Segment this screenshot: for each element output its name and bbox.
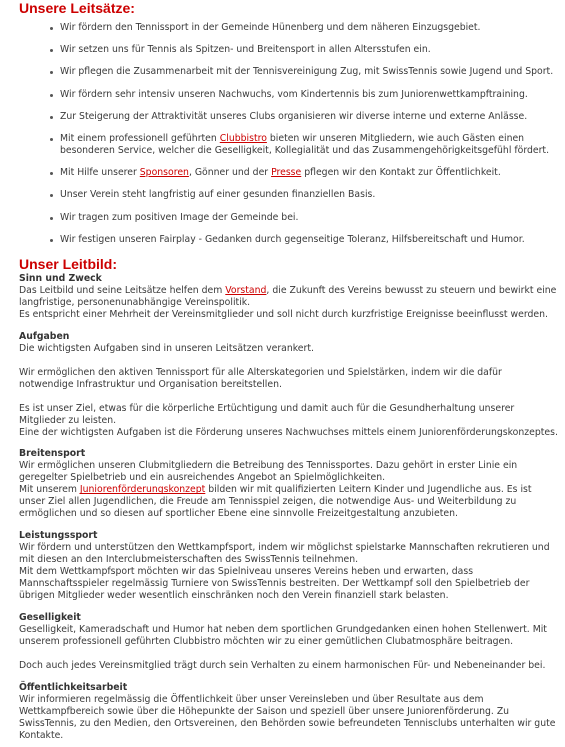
section-oeffentlichkeitsarbeit — [19, 682, 559, 742]
paragraph: Wir fördern und unterstützen den Wettkampfsport, indem wir möglichst spielstarke Mannschaften rekrutieren und mit diesen an den Interclubmeisterschaften des SwissTennis teilnehmen. — [19, 542, 550, 566]
leitbild-heading: Unser Leitbild: — [19, 255, 118, 272]
paragraph — [19, 285, 559, 309]
leitsaetze-list — [19, 22, 559, 246]
section-title: Aufgaben — [19, 330, 70, 342]
section-title: Leistungssport — [19, 530, 98, 542]
paragraph: Wir ermöglichen unseren Clubmitgliedern die Betreibung des Tennissportes. Dazu gehört in erster Linie ein geregelter Spielbetrieb und ein ausreichendes Angebot an Spielmöglichkeiten. — [19, 460, 518, 484]
vorstand-link[interactable]: Vorstand — [225, 284, 267, 296]
text-segment: Das Leitbild und seine Leitsätze helfen dem — [19, 284, 226, 296]
list-item: Wir tragen zum positiven Image der Gemeinde bei. — [60, 212, 559, 224]
paragraph: Die wichtigsten Aufgaben sind in unseren Leitsätzen verankert. — [19, 342, 314, 354]
section-sinn-und-zweck — [19, 273, 559, 321]
list-item-clubbistro — [60, 133, 559, 157]
paragraph: Geselligkeit, Kameradschaft und Humor hat neben dem sportlichen Grundgedanken einen hohen Stellenwert. Mit unserem professionell geführten Clubbistro möchten wir zu einer gemütlichen Clubatmosphäre beitragen. — [19, 624, 547, 648]
text-segment: Mit unserem — [19, 484, 80, 496]
juniorenfoerderungskonzept-link[interactable]: Juniorenförderungskonzept — [79, 484, 206, 496]
section-geselligkeit — [19, 612, 559, 672]
text-segment: bilden wir mit qualifizierten Leitern Kinder und Jugendliche aus. Es ist unser Ziel allen Jugendlichen, die Freude am Tennisspiel zeigen, die notwendige Aus- und Weiterbildung zu ermöglichen und so diesen auf sportlicher Ebene eine sinnvolle Freizeitgestaltung anzubieten. — [19, 484, 532, 520]
paragraph: Wir ermöglichen den aktiven Tennissport für alle Alterskategorien und Spielstärken, indem wir die dafür notwendige Infrastruktur und Organisation bereitstellen. — [19, 366, 502, 390]
spacer — [19, 648, 559, 660]
list-item: Unser Verein steht langfristig auf einer gesunden finanziellen Basis. — [60, 189, 559, 201]
text-segment: pflegen wir den Kontakt zur Öffentlichkeit. — [301, 167, 501, 179]
paragraph: Wir informieren regelmässig die Öffentlichkeit über unser Vereinsleben und über Resultate aus dem Wettkampfbereich sowie über die Höhepunkte der Saison und speziell über unsere Juniorenförderung. Zu SwissTennis, zu den Medien, den Ortsvereinen, den Behörden sowie befreundeten Tennisclubs unterhalten wir gute Kontakte. — [19, 693, 556, 741]
spacer — [19, 391, 559, 403]
paragraph: Eine der wichtigsten Aufgaben ist die Förderung unseres Nachwuchses mittels einem Juniorenförderungskonzeptes. — [19, 426, 558, 438]
text-segment: , die Zukunft des Vereins bewusst zu steuern und bewirkt eine langfristige, personenunabhängige Vereinspolitik. — [19, 284, 557, 308]
list-item: Wir setzen uns für Tennis als Spitzen- und Breitensport in allen Altersstufen ein. — [60, 44, 559, 56]
section-title: Geselligkeit — [19, 612, 81, 624]
presse-link[interactable]: Presse — [271, 167, 302, 179]
list-item-sponsoren — [60, 167, 559, 179]
section-title: Sinn und Zweck — [19, 272, 102, 284]
list-item: Wir festigen unseren Fairplay - Gedanken durch gegenseitige Toleranz, Hilfsbereitschaft und Humor. — [60, 234, 559, 246]
spacer — [19, 355, 559, 367]
section-leistungssport — [19, 530, 559, 602]
text-segment: , Gönner und der — [188, 167, 272, 179]
list-item: Wir fördern sehr intensiv unseren Nachwuchs, vom Kindertennis bis zum Juniorenwettkampftraining. — [60, 89, 559, 101]
clubbistro-link[interactable]: Clubbistro — [219, 132, 267, 144]
paragraph: Doch auch jedes Vereinsmitglied trägt durch sein Verhalten zu einem harmonischen Für- und Nebeneinander bei. — [19, 660, 546, 672]
paragraph: Mit dem Wettkampfsport möchten wir das Spielniveau unseres Vereins heben und erwarten, dass Mannschaftsspieler regelmässig Turniere von SwissTennis bestreiten. Der Wettkampf soll den Spielbetrieb der übrigen Mitglieder weder wesentlich einschränken noch den Verein finanziell stark belasten. — [19, 566, 530, 602]
text-segment: bieten wir unseren Mitgliedern, wie auch Gästen einen besonderen Service, welcher die Geselligkeit, Kollegialität und das Zusammengehörigkeitsgefühl fördert. — [60, 132, 550, 156]
paragraph: Es entspricht einer Mehrheit der Vereinsmitglieder und soll nicht durch kurzfristige Ereignisse beeinflusst werden. — [19, 308, 548, 320]
section-breitensport — [19, 448, 559, 520]
list-item: Zur Steigerung der Attraktivität unseres Clubs organisieren wir diverse interne und externe Anlässe. — [60, 111, 559, 123]
paragraph — [19, 484, 559, 520]
section-aufgaben — [19, 331, 559, 439]
text-segment: Mit Hilfe unserer — [60, 167, 140, 179]
section-title: Öffentlichkeitsarbeit — [19, 681, 128, 693]
list-item: Wir pflegen die Zusammenarbeit mit der Tennisvereinigung Zug, mit SwissTennis sowie Jugend und Sport. — [60, 66, 559, 78]
text-segment: Mit einem professionell geführten — [60, 132, 220, 144]
section-title: Breitensport — [19, 448, 86, 460]
list-item: Wir fördern den Tennissport in der Gemeinde Hünenberg und dem näheren Einzugsgebiet. — [60, 22, 559, 34]
leitsaetze-heading: Unsere Leitsätze: — [19, 0, 135, 16]
paragraph: Es ist unser Ziel, etwas für die körperliche Ertüchtigung und damit auch für die Gesundherhaltung unserer Mitglieder zu leisten. — [19, 402, 515, 426]
sponsoren-link[interactable]: Sponsoren — [139, 167, 189, 179]
